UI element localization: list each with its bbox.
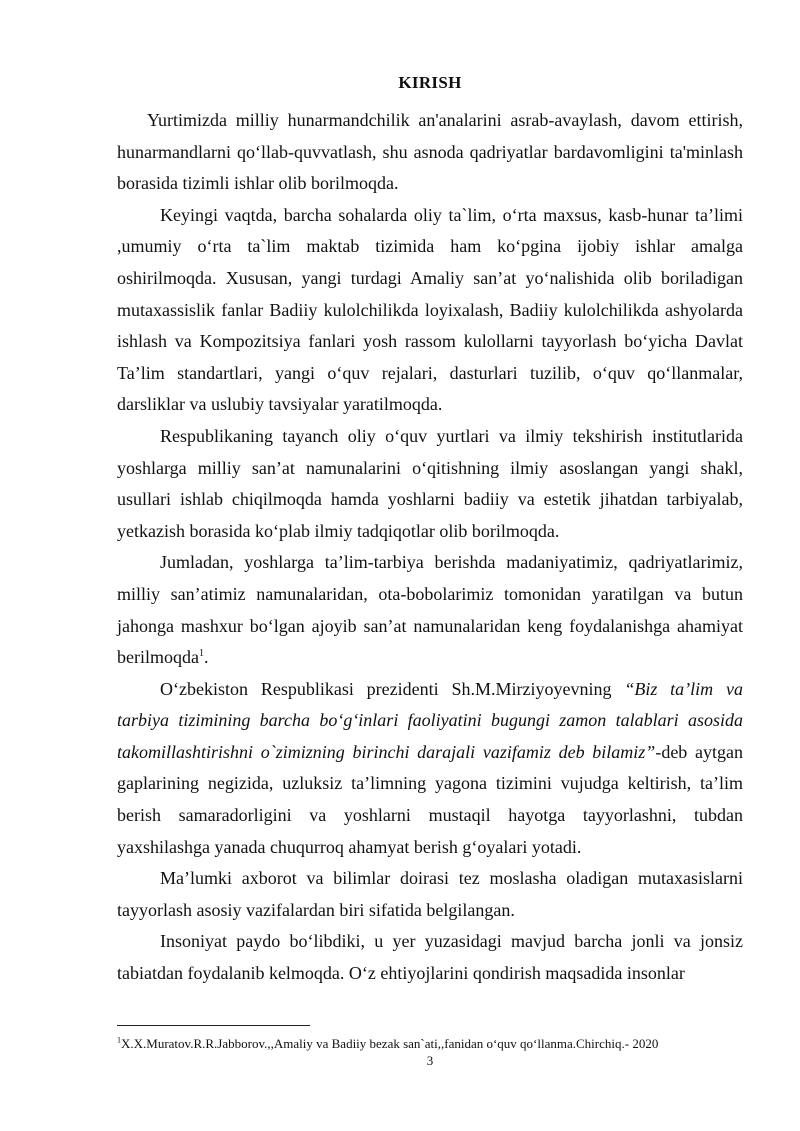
paragraph-2: Keyingi vaqtda, barcha sohalarda oliy ta`lim, o‘rta maxsus, kasb-hunar ta’limi ,umumiy o‘rta ta`lim maktab tizimida ham ko‘pgina ijobiy ishlar amalga oshirilmoqda. Xususan, yangi turdagi Amaliy san’at yo‘nalishida olib boriladigan mutaxassislik fanlar Badiiy kulolchilikda loyixalash, Badiiy kulolchilikda ashyolarda ishlash va Kompozitsiya fanlari yosh rassom kulollarni tayyorlash bo‘yicha Davlat Ta’lim standartlari, yangi o‘quv rejalari, dasturlari tuzilib, o‘quv qo‘llanmalar, darsliklar va uslubiy tavsiyalar yaratilmoqda. — [117, 204, 743, 415]
footnote-reference: 1 — [198, 648, 204, 660]
footnote-marker: 1 — [117, 1035, 121, 1045]
footnote — [117, 1036, 757, 1051]
paragraph-6: Ma’lumki axborot va bilimlar doirasi tez moslasha oladigan mutaxasislarni tayyorlash asosiy vazifalardan biri sifatida belgilangan. — [117, 868, 743, 920]
paragraph-5 — [117, 674, 743, 864]
president-quote: “Biz ta’lim va tarbiya tizimining barcha bo‘g‘inlari faoliyatini bugungi zamon talablari asosida takomillashtirishni o`zimizning birinchi darajali vazifamiz deb bilamiz” — [117, 678, 743, 762]
paragraph-5-end: -deb aytgan gaplarining negizida, uzluksiz ta’limning yagona tizimini vujudga keltirish, ta’lim berish samaradorligini va yoshlarni mustaqil hayotga tayyorlashni, tubdan yaxshilashga yanada chuqurroq ahamyat berish g‘oyalari yotadi. — [117, 741, 744, 857]
paragraph-1: Yurtimizda milliy hunarmandchilik an'analarini asrab-avaylash, davom ettirish, hunarmandlarni qo‘llab-quvvatlash, shu asnoda qadriyatlar bardavomligini ta'minlash borasida tizimli ishlar olib borilmoqda. — [117, 110, 743, 194]
paragraph-4 — [117, 547, 743, 673]
paragraph-4-end: . — [203, 647, 209, 668]
paragraph-7: Insoniyat paydo bo‘libdiki, u yer yuzasidagi mavjud barcha jonli va jonsiz tabiatdan foydalanib kelmoqda. O‘z ehtiyojlarini qondirish maqsadida insonlar — [117, 931, 743, 984]
footnote-divider — [117, 1025, 310, 1026]
body-text — [117, 105, 743, 990]
page-title: KIRISH — [398, 73, 462, 92]
page-number: 3 — [426, 1053, 434, 1068]
paragraph-4-text: Jumladan, yoshlarga ta’lim-tarbiya berishda madaniyatimiz, qadriyatlarimiz, milliy san’atimiz namunalaridan, ota-bobolarimiz tomonidan yaratilgan va butun jahonga mashxur bo‘lgan ajoyib san’at namunalaridan keng foydalanishga ahamiyat berilmoqda — [117, 552, 743, 668]
paragraph-3: Respublikaning tayanch oliy o‘quv yurtlari va ilmiy tekshirish institutlarida yoshlarga milliy san’at namunalarini o‘qitishning ilmiy asoslangan yangi shakl, usullari ishlab chiqilmoqda hamda yoshlarni badiiy va estetik jihatdan tarbiyalab, yetkazish borasida ko‘plab ilmiy tadqiqotlar olib borilmoqda. — [117, 425, 743, 541]
paragraph-5-start: O‘zbekiston Respublikasi prezidenti Sh.M.Mirziyoyevning — [160, 678, 625, 699]
footnote-text: X.X.Muratov.R.R.Jabborov.,,Amaliy va Badiiy bezak san`ati,,fanidan o‘quv qo‘llanma.Chirchiq.- 2020 — [121, 1036, 659, 1051]
